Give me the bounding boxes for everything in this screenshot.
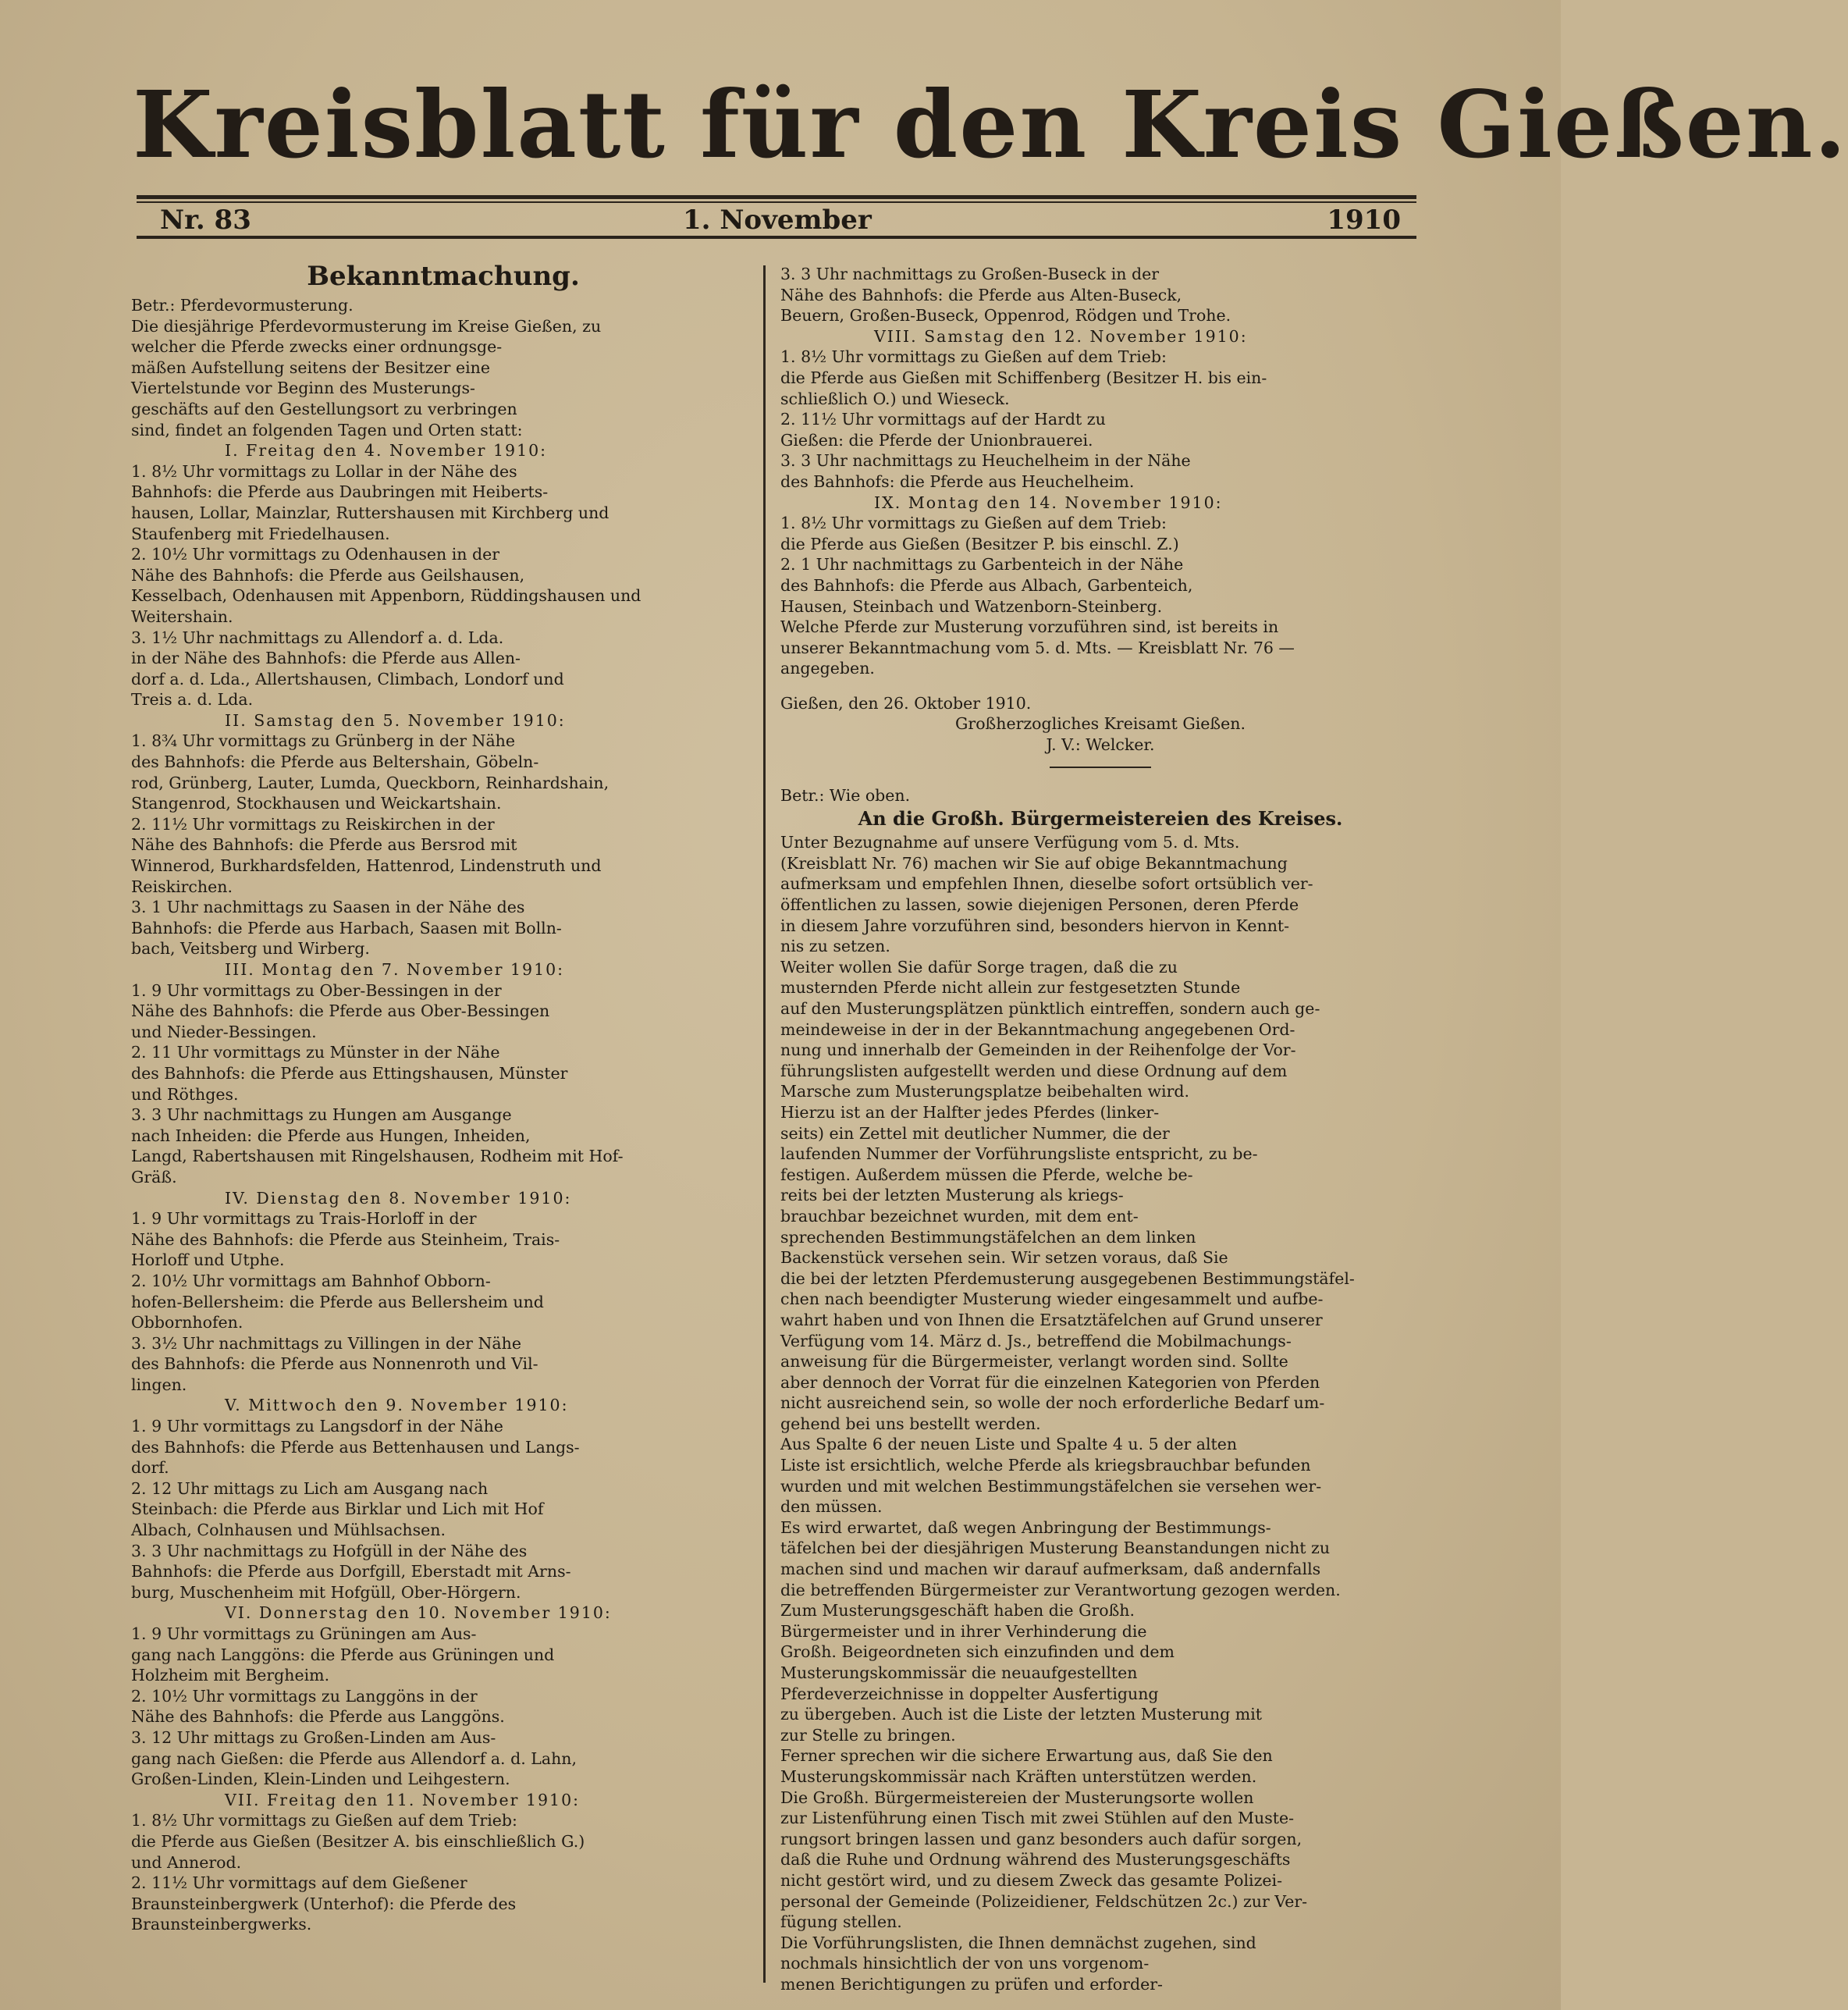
text-line: 3. 1 Uhr nachmittags zu Saasen in der Nähe des [131, 898, 525, 917]
left-column [131, 258, 755, 1935]
text-line: 1. 9 Uhr vormittags zu Grüningen am Aus- [131, 1624, 477, 1643]
masthead-rule [137, 195, 1416, 199]
text-line: 2. 11½ Uhr vormittags zu Reiskirchen in der [131, 814, 495, 834]
text-line: machen sind und machen wir darauf aufmerksam, daß andernfalls [780, 1560, 1321, 1579]
text-line: Hierzu ist an der Halfter jedes Pferdes (linker- [780, 1102, 1160, 1122]
text-line: sprechenden Bestimmungstäfelchen an dem linken [780, 1227, 1196, 1247]
text-line: Unter Bezugnahme auf unsere Verfügung vom 5. d. Mts. [780, 833, 1240, 852]
text-line: Albach, Colnhausen und Mühlsachsen. [131, 1521, 446, 1540]
text-line: 1. 9 Uhr vormittags zu Trais-Horloff in der [131, 1209, 477, 1229]
text-line: Holzheim mit Bergheim. [131, 1666, 330, 1685]
text-line: wurden und mit welchen Bestimmungstäfelchen sie versehen wer- [780, 1476, 1322, 1496]
text-line: öffentlichen zu lassen, sowie diejenigen Personen, deren Pferde [780, 895, 1299, 915]
text-line: des Bahnhofs: die Pferde aus Heuchelheim. [780, 471, 1135, 491]
text-line: 3. 3 Uhr nachmittags zu Hungen am Ausgange [131, 1105, 512, 1125]
text-line: Langd, Rabertshausen mit Ringelshausen, Rodheim mit Hof- [131, 1147, 624, 1166]
text-line: nach Inheiden: die Pferde aus Hungen, Inheiden, [131, 1126, 531, 1145]
text-line: 3. 12 Uhr mittags zu Großen-Linden am Aus- [131, 1727, 496, 1747]
text-line: rungsort bringen lassen und ganz besonders auch dafür sorgen, [780, 1829, 1302, 1848]
text-line: Es wird erwartet, daß wegen Anbringung der Bestimmungs- [780, 1517, 1271, 1537]
text-line: und Annerod. [131, 1852, 242, 1872]
text-line: Braunsteinbergwerks. [131, 1915, 312, 1934]
text-line: 3. 1½ Uhr nachmittags zu Allendorf a. d. Lda. [131, 628, 504, 647]
text-line: Horloff und Utphe. [131, 1250, 285, 1270]
text-line: Reiskirchen. [131, 877, 233, 896]
text-line: 2. 10½ Uhr vormittags zu Langgöns in der [131, 1686, 478, 1706]
issue-year: 1910 [1327, 205, 1401, 236]
column-divider [763, 265, 766, 1983]
text-line: Nähe des Bahnhofs: die Pferde aus Ober-Bessingen [131, 1001, 550, 1021]
text-line: anweisung für die Bürgermeister, verlangt worden sind. Sollte [780, 1352, 1288, 1371]
text-line: des Bahnhofs: die Pferde aus Ettingshausen, Münster [131, 1063, 568, 1083]
text-line: des Bahnhofs: die Pferde aus Beltershain, Göbeln- [131, 752, 539, 772]
text-line: personal der Gemeinde (Polizeidiener, Feldschützen 2c.) zur Ver- [780, 1891, 1308, 1911]
text-line: schließlich O.) und Wieseck. [780, 389, 1010, 408]
text-line: Braunsteinbergwerk (Unterhof): die Pferde des [131, 1894, 517, 1913]
text-line: Beuern, Großen-Buseck, Oppenrod, Rödgen und Trohe. [780, 306, 1231, 326]
text-line: Die diesjährige Pferdevormusterung im Kreise Gießen, zu [131, 316, 602, 336]
text-line: Bahnhofs: die Pferde aus Daubringen mit Heiberts- [131, 482, 549, 502]
text-line: Nähe des Bahnhofs: die Pferde aus Bersrod mit [131, 835, 517, 855]
text-line: Großh. Beigeordneten sich einzufinden und dem [780, 1642, 1175, 1662]
text-line: laufenden Nummer der Vorführungsliste entspricht, zu be- [780, 1144, 1258, 1164]
text-line: zu übergeben. Auch ist die Liste der letzten Musterung mit [780, 1705, 1263, 1724]
text-line: Steinbach: die Pferde aus Birklar und Lich mit Hof [131, 1499, 544, 1519]
text-line: gang nach Langgöns: die Pferde aus Grüningen und [131, 1645, 555, 1664]
text-line: unserer Bekanntmachung vom 5. d. Mts. — Kreisblatt Nr. 76 — [780, 638, 1295, 657]
text-line: welcher die Pferde zwecks einer ordnungsge- [131, 337, 503, 357]
text-line: 3. 3½ Uhr nachmittags zu Villingen in der Nähe [131, 1333, 521, 1353]
text-line: 1. 9 Uhr vormittags zu Ober-Bessingen in der [131, 980, 502, 1000]
text-line: 1. 8½ Uhr vormittags zu Gießen auf dem Trieb: [780, 514, 1167, 533]
issue-rule [137, 236, 1416, 239]
text-line: Nähe des Bahnhofs: die Pferde aus Steinheim, Trais- [131, 1229, 560, 1249]
text-line: Weiter wollen Sie dafür Sorge tragen, daß die zu [780, 957, 1178, 977]
text-line: Winnerod, Burkhardsfelden, Hattenrod, Lindenstruth und [131, 856, 602, 876]
text-line: hausen, Lollar, Mainzlar, Ruttershausen mit Kirchberg und [131, 503, 609, 522]
text-line: zur Stelle zu bringen. [780, 1725, 956, 1745]
text-line: aufmerksam und empfehlen Ihnen, dieselbe sofort ortsüblich ver- [780, 874, 1313, 894]
text-line: reits bei der letzten Musterung als kriegs- [780, 1186, 1124, 1205]
text-line: die bei der letzten Pferdemusterung ausgegebenen Bestimmungstäfel- [780, 1268, 1355, 1288]
text-line: Kesselbach, Odenhausen mit Appenborn, Rüddingshausen und [131, 586, 641, 606]
text-line: menen Berichtigungen zu prüfen und erforder- [780, 1974, 1163, 1994]
text-line [780, 679, 1420, 693]
section-separator [1050, 767, 1151, 768]
text-line: 1. 9 Uhr vormittags zu Langsdorf in der Nähe [131, 1417, 503, 1436]
issue-number: Nr. 83 [160, 205, 251, 236]
schedule-day-line: IX. Montag den 14. November 1910: [874, 493, 1223, 512]
text-line: des Bahnhofs: die Pferde aus Bettenhausen und Langs- [131, 1437, 580, 1457]
text-line: 2. 12 Uhr mittags zu Lich am Ausgang nach [131, 1478, 489, 1498]
text-line: Treis a. d. Lda. [131, 690, 254, 710]
circular-heading: An die Großh. Bürgermeistereien des Kreises. [858, 807, 1343, 831]
text-line: angegeben. [780, 659, 875, 678]
text-line: rod, Grünberg, Lauter, Lumda, Queckborn, Reinhardshain, [131, 773, 609, 792]
announcement-heading: Bekanntmachung. [307, 261, 580, 292]
text-line: Bahnhofs: die Pferde aus Dorfgill, Eberstadt mit Arns- [131, 1562, 571, 1581]
schedule-day-line: V. Mittwoch den 9. November 1910: [225, 1396, 569, 1415]
text-line: die Pferde aus Gießen (Besitzer P. bis einschl. Z.) [780, 534, 1179, 553]
text-line: (Kreisblatt Nr. 76) machen wir Sie auf obige Bekanntmachung [780, 853, 1288, 873]
text-line: Liste ist ersichtlich, welche Pferde als kriegsbrauchbar befunden [780, 1456, 1311, 1475]
text-line: burg, Muschenheim mit Hofgüll, Ober-Hörgern. [131, 1582, 521, 1602]
issue-date: 1. November [683, 205, 872, 236]
text-line: dorf a. d. Lda., Allertshausen, Climbach, Londorf und [131, 669, 564, 688]
text-line: auf den Musterungsplätzen pünktlich eintreffen, sondern auch ge- [780, 999, 1320, 1018]
text-line: Nähe des Bahnhofs: die Pferde aus Alten-Buseck, [780, 285, 1182, 304]
text-line: 2. 11½ Uhr vormittags auf dem Gießener [131, 1873, 467, 1893]
text-line: nung und innerhalb der Gemeinden in der Reihenfolge der Vor- [780, 1041, 1296, 1060]
text-line: Großherzogliches Kreisamt Gießen. [955, 714, 1246, 734]
text-line: chen nach beendigter Musterung wieder eingesammelt und aufbe- [780, 1290, 1324, 1309]
text-line: in der Nähe des Bahnhofs: die Pferde aus Allen- [131, 649, 521, 668]
text-line: die betreffenden Bürgermeister zur Verantwortung gezogen werden. [780, 1580, 1341, 1599]
text-line: 2. 11 Uhr vormittags zu Münster in der Nähe [131, 1043, 500, 1062]
text-line: täfelchen bei der diesjährigen Musterung Beanstandungen nicht zu [780, 1539, 1331, 1558]
text-line: Betr.: Pferdevormusterung. [131, 296, 354, 315]
text-line: Bürgermeister und in ihrer Verhinderung die [780, 1621, 1147, 1641]
left-column-text [131, 295, 755, 1935]
text-line: Stangenrod, Stockhausen und Weickartshain. [131, 794, 502, 813]
text-line: nis zu setzen. [780, 937, 890, 956]
schedule-day-line: VII. Freitag den 11. November 1910: [225, 1790, 581, 1809]
text-line: des Bahnhofs: die Pferde aus Nonnenroth und Vil- [131, 1354, 538, 1374]
text-line: nicht gestört wird, und zu diesem Zweck das gesamte Polizei- [780, 1870, 1283, 1890]
schedule-day-line: VI. Donnerstag den 10. November 1910: [225, 1603, 612, 1623]
masthead-title: Kreisblatt für den Kreis Gießen. [133, 70, 1848, 179]
text-line: Die Großh. Bürgermeistereien der Musterungsorte wollen [780, 1788, 1254, 1807]
text-line: 2. 10½ Uhr vormittags zu Odenhausen in der [131, 545, 500, 564]
text-line: gehend bei uns bestellt werden. [780, 1414, 1041, 1433]
schedule-day-line: III. Montag den 7. November 1910: [225, 960, 565, 979]
text-line: 3. 3 Uhr nachmittags zu Heuchelheim in der Nähe [780, 451, 1191, 471]
text-line: 1. 8½ Uhr vormittags zu Lollar in der Nähe des [131, 461, 517, 481]
text-line: 3. 3 Uhr nachmittags zu Großen-Buseck in der [780, 265, 1160, 283]
subject-line: Betr.: Wie oben. [780, 785, 911, 805]
text-line: nochmals hinsichtlich der von uns vorgenom- [780, 1954, 1150, 1973]
text-line: fügung stellen. [780, 1912, 902, 1932]
text-line: und Röthges. [131, 1084, 239, 1104]
schedule-day-line: I. Freitag den 4. November 1910: [225, 441, 548, 461]
text-line: des Bahnhofs: die Pferde aus Albach, Garbenteich, [780, 575, 1193, 595]
masthead-rule-thin [137, 201, 1416, 203]
text-line: Großen-Linden, Klein-Linden und Leihgestern. [131, 1770, 510, 1789]
text-line: Obbornhofen. [131, 1313, 243, 1332]
text-line: in diesem Jahre vorzuführen sind, besonders hiervon in Kennt- [780, 916, 1290, 935]
text-line: 1. 8½ Uhr vormittags zu Gießen auf dem Trieb: [131, 1811, 517, 1830]
text-line: dorf. [131, 1458, 169, 1478]
text-line: 1. 8¾ Uhr vormittags zu Grünberg in der Nähe [131, 731, 516, 751]
text-line: führungslisten aufgestellt werden und diese Ordnung auf dem [780, 1061, 1288, 1080]
text-line: den müssen. [780, 1497, 883, 1517]
schedule-day-line: II. Samstag den 5. November 1910: [225, 710, 566, 730]
text-line: geschäfts auf den Gestellungsort zu verbringen [131, 399, 517, 418]
text-line: seits) ein Zettel mit deutlicher Nummer, die der [780, 1123, 1170, 1143]
text-line: 2. 11½ Uhr vormittags auf der Hardt zu [780, 410, 1106, 429]
text-line: Zum Musterungsgeschäft haben die Großh. [780, 1601, 1135, 1620]
text-line: bach, Veitsberg und Wirberg. [131, 939, 370, 959]
text-line: Gießen: die Pferde der Unionbrauerei. [780, 430, 1093, 450]
text-line: Staufenberg mit Friedelhausen. [131, 524, 390, 543]
text-line: Pferdeverzeichnisse in doppelter Ausfertigung [780, 1684, 1159, 1703]
text-line: Hausen, Steinbach und Watzenborn-Steinberg. [780, 596, 1163, 616]
text-line: Gießen, den 26. Oktober 1910. [780, 693, 1032, 713]
text-line: Musterungskommissär die neuaufgestellten [780, 1663, 1138, 1682]
right-column-text-bottom [780, 832, 1420, 1994]
text-line: nicht ausreichend sein, so wolle der noch erforderliche Bedarf um- [780, 1393, 1325, 1413]
text-line: und Nieder-Bessingen. [131, 1022, 317, 1041]
text-line: gang nach Gießen: die Pferde aus Allendorf a. d. Lahn, [131, 1749, 577, 1768]
text-line: Viertelstunde vor Beginn des Musterungs- [131, 379, 475, 398]
text-line: daß die Ruhe und Ordnung während des Musterungsgeschäfts [780, 1850, 1291, 1869]
right-column-text-top [780, 264, 1420, 756]
text-line: sind, findet an folgenden Tagen und Orten statt: [131, 420, 523, 439]
text-line: Die Vorführungslisten, die Ihnen demnächst zugehen, sind [780, 1933, 1256, 1952]
text-line: Musterungskommissär nach Kräften unterstützen werden. [780, 1766, 1257, 1786]
text-line: Nähe des Bahnhofs: die Pferde aus Langgöns. [131, 1707, 505, 1727]
text-line: 2. 1 Uhr nachmittags zu Garbenteich in der Nähe [780, 555, 1184, 575]
text-line: Gräß. [131, 1167, 177, 1186]
schedule-day-line: VIII. Samstag den 12. November 1910: [874, 326, 1248, 346]
text-line: brauchbar bezeichnet wurden, mit dem ent- [780, 1206, 1139, 1226]
schedule-day-line: IV. Dienstag den 8. November 1910: [225, 1188, 572, 1208]
text-line: 2. 10½ Uhr vormittags am Bahnhof Obborn- [131, 1271, 491, 1290]
text-line: wahrt haben und von Ihnen die Ersatztäfelchen auf Grund unserer [780, 1310, 1323, 1329]
text-line: Ferner sprechen wir die sichere Erwartung aus, daß Sie den [780, 1746, 1273, 1766]
text-line: Bahnhofs: die Pferde aus Harbach, Saasen mit Bolln- [131, 918, 562, 937]
text-line: Marsche zum Musterungsplatze beibehalten wird. [780, 1082, 1190, 1101]
text-line: hofen-Bellersheim: die Pferde aus Bellersheim und [131, 1292, 544, 1311]
text-line: Weitershain. [131, 607, 233, 626]
text-line: meindeweise in der in der Bekanntmachung angegebenen Ord- [780, 1019, 1295, 1039]
text-line: festigen. Außerdem müssen die Pferde, welche be- [780, 1165, 1193, 1184]
right-column [780, 264, 1420, 1995]
text-line: musternden Pferde nicht allein zur festgesetzten Stunde [780, 978, 1241, 998]
text-line: J. V.: Welcker. [1046, 735, 1155, 755]
text-line: mäßen Aufstellung seitens der Besitzer eine [131, 358, 491, 377]
text-line: Backenstück versehen sein. Wir setzen voraus, daß Sie [780, 1248, 1228, 1268]
text-line: 3. 3 Uhr nachmittags zu Hofgüll in der Nähe des [131, 1541, 528, 1560]
issue-line [156, 205, 1405, 236]
text-line: Verfügung vom 14. März d. Js., betreffend die Mobilmachungs- [780, 1331, 1292, 1350]
text-line: 1. 8½ Uhr vormittags zu Gießen auf dem Trieb: [780, 347, 1167, 367]
text-line: aber dennoch der Vorrat für die einzelnen Kategorien von Pferden [780, 1372, 1320, 1392]
text-line: zur Listenführung einen Tisch mit zwei Stühlen auf den Muste- [780, 1809, 1295, 1828]
text-line: Nähe des Bahnhofs: die Pferde aus Geilshausen, [131, 565, 525, 585]
text-line: die Pferde aus Gießen mit Schiffenberg (Besitzer H. bis ein- [780, 368, 1267, 387]
text-line: Welche Pferde zur Musterung vorzuführen sind, ist bereits in [780, 617, 1279, 637]
text-line: lingen. [131, 1375, 187, 1394]
text-line: die Pferde aus Gießen (Besitzer A. bis einschließlich G.) [131, 1831, 585, 1851]
text-line: Aus Spalte 6 der neuen Liste und Spalte 4 u. 5 der alten [780, 1435, 1238, 1454]
